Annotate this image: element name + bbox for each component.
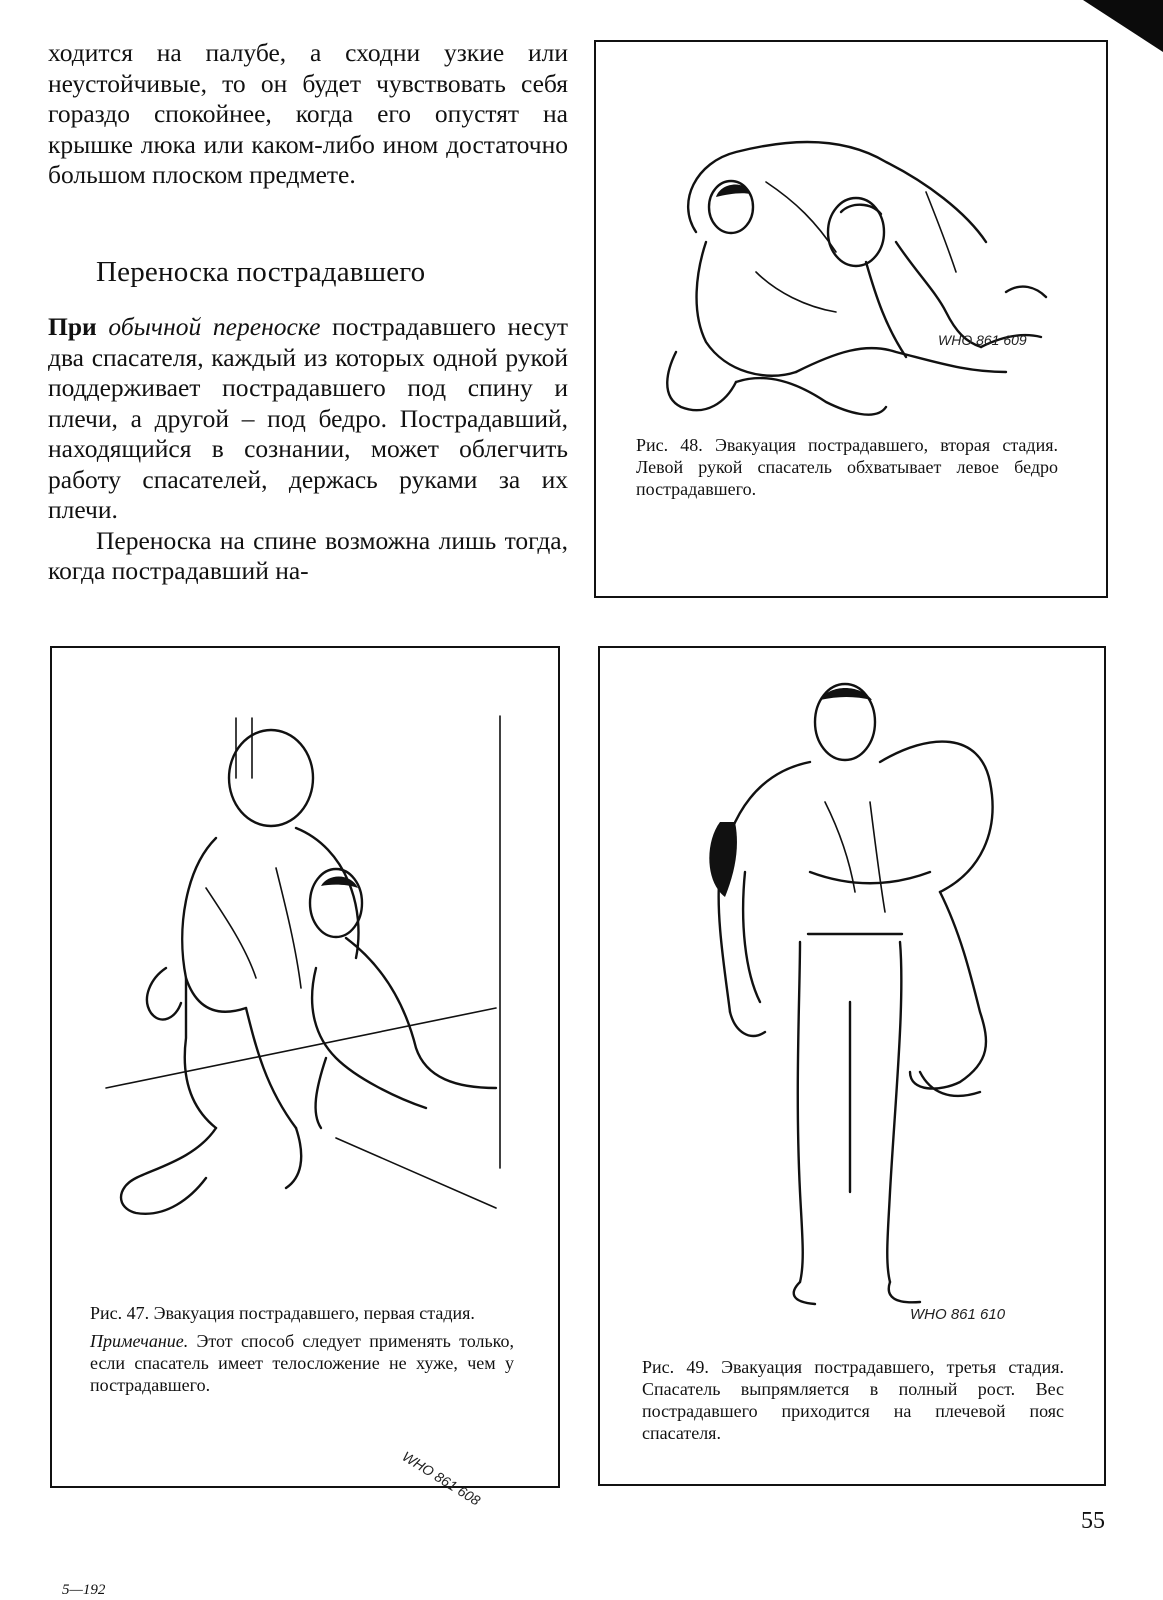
figure-48-code: WHO 861 609 <box>938 332 1027 348</box>
figure-49-frame <box>598 646 1106 1486</box>
signature-mark: 5—192 <box>62 1582 106 1598</box>
figure-47-caption <box>90 1302 514 1396</box>
paragraph: ходится на палубе, а сходни узкие или неустойчивые, то он будет чувствовать себя гораздо спокойнее, когда его опустят на крышке люка или каком-либо ином достаточно большом плоском предмете. <box>48 38 568 189</box>
section-heading: Переноска пострадавшего <box>96 256 426 288</box>
paragraph <box>48 312 568 526</box>
figure-48-caption <box>636 434 1058 500</box>
note-label: Примечание. <box>90 1331 189 1351</box>
paragraph: Переноска на спине возможна лишь тогда, когда пострадавший на- <box>48 525 568 585</box>
body-text-top <box>48 38 568 191</box>
figure-47-frame <box>50 646 560 1509</box>
caption-text: Рис. 49. Эвакуация пострадавшего, третья стадия. Спасатель выпрямляется в полный рост. Вес пострадавшего приходится на плечевой пояс спасателя. <box>642 1357 1064 1443</box>
note-text: Этот способ следует применять только, если спасатель имеет телосложение не хуже, чем у пострадавшего. <box>90 1331 515 1395</box>
figure-47-code-wrapper <box>400 1448 484 1509</box>
paragraph-lead: При <box>48 312 97 341</box>
figure-49-illustration <box>690 672 1020 1312</box>
body-text-section <box>48 312 568 587</box>
paragraph-body: пострадавшего несут два спасателя, каждый из которых одной рукой поддерживает пострадавшего под спину и плечи, а другой – под бедро. Пострадавший, находящийся в сознании, может облегчить работу спасателей, держась руками за их плечи. <box>48 312 569 524</box>
figure-48-illustration <box>636 122 1056 422</box>
caption-text: Рис. 48. Эвакуация пострадавшего, вторая стадия. Левой рукой спасатель обхватывает левое бедро пострадавшего. <box>636 435 1058 499</box>
figure-49-caption <box>642 1356 1064 1444</box>
figure-49-code: WHO 861 610 <box>910 1306 1006 1323</box>
caption-text: Рис. 47. Эвакуация пострадавшего, первая стадия. <box>90 1303 475 1323</box>
figure-47-code: WHO 861 608 <box>399 1448 484 1509</box>
page-number: 55 <box>1081 1508 1105 1534</box>
caption-note <box>90 1330 514 1396</box>
figure-48-frame <box>594 40 1108 598</box>
figure-47-illustration <box>96 708 516 1278</box>
paragraph-emphasis: обычной переноске <box>108 312 321 341</box>
